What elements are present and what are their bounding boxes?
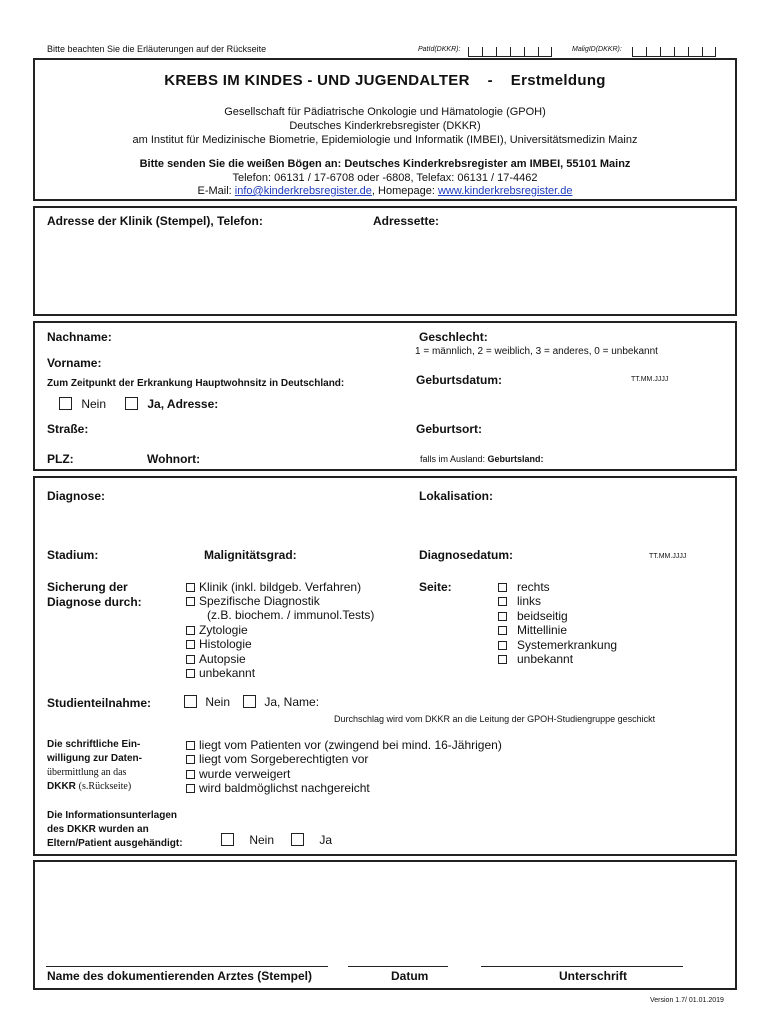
geburtsdatum-format: TT.MM.JJJJ [631, 376, 669, 383]
homepage-prefix: , Homepage: [371, 185, 435, 197]
clinic-address-label: Adresse der Klinik (Stempel), Telefon: [47, 214, 263, 228]
checkbox-icon[interactable] [186, 755, 195, 764]
arzt-label: Name des dokumentierenden Arztes (Stempel) [47, 969, 312, 983]
info-ja-checkbox[interactable] [291, 833, 304, 846]
sicherung-option-spezifisch[interactable]: Spezifische Diagnostik [186, 594, 320, 608]
wohnsitz-ja-option[interactable] [125, 397, 218, 411]
checkbox-icon[interactable] [186, 583, 195, 592]
maligid-label: MaligID(DKKR): [572, 46, 622, 53]
diagnosis-box [33, 476, 737, 856]
diagnosedatum-format: TT.MM.JJJJ [649, 553, 687, 560]
seite-option-systemerkrankung[interactable]: Systemerkrankung [498, 638, 617, 652]
sicherung-option-autopsie[interactable]: Autopsie [186, 652, 246, 666]
clinic-box [33, 206, 737, 316]
checkbox-icon[interactable] [498, 583, 507, 592]
studie-nein-checkbox[interactable] [184, 695, 197, 708]
diagnose-label: Diagnose: [47, 489, 106, 503]
checkbox-icon[interactable] [186, 655, 195, 664]
wohnsitz-nein-checkbox[interactable] [59, 397, 72, 410]
checkbox-icon[interactable] [186, 597, 195, 606]
checkbox-icon[interactable] [498, 612, 507, 621]
einwilligung-label-2: willigung zur Daten- [47, 753, 142, 764]
seite-option-links[interactable]: links [498, 594, 541, 608]
info-label-3: Eltern/Patient ausgehändigt: [47, 838, 183, 849]
plz-label: PLZ: [47, 452, 74, 466]
einwilligung-label-3: übermittlung an das [47, 767, 127, 778]
info-ja-option[interactable]: Ja [291, 833, 332, 847]
homepage-link[interactable]: www.kinderkrebsregister.de [437, 185, 573, 197]
wohnort-label: Wohnort: [147, 452, 201, 466]
wohnsitz-nein-text: Nein [81, 397, 107, 411]
geburtsland-label: Geburtsland: [487, 454, 544, 464]
title-main: KREBS IM KINDES - UND JUGENDALTER [164, 72, 470, 89]
geburtsort-label: Geburtsort: [416, 422, 482, 436]
durchschlag-note: Durchschlag wird vom DKKR an die Leitung der GPOH-Studiengruppe geschickt [334, 714, 656, 724]
seite-option-beidseitig[interactable]: beidseitig [498, 609, 568, 623]
einwilligung-label-1: Die schriftliche Ein- [47, 739, 141, 750]
studie-ja-option[interactable]: Ja, Name: [243, 695, 319, 709]
malignitaet-label: Malignitätsgrad: [204, 548, 297, 562]
seite-option-unbekannt[interactable]: unbekannt [498, 652, 573, 666]
checkbox-icon[interactable] [186, 626, 195, 635]
strasse-label: Straße: [47, 422, 89, 436]
checkbox-icon[interactable] [498, 641, 507, 650]
signature-box [33, 860, 737, 990]
patient-box [33, 321, 737, 471]
contact-web [35, 185, 735, 197]
email-link[interactable]: info@kinderkrebsregister.de [234, 185, 372, 197]
adressette-label: Adressette: [373, 214, 440, 228]
form-title [35, 72, 735, 89]
einwilligung-option-nachgereicht[interactable]: wird baldmöglichst nachgereicht [186, 781, 370, 795]
wohnsitz-nein-option[interactable] [59, 397, 106, 411]
datum-label: Datum [391, 969, 429, 983]
vorname-label: Vorname: [47, 356, 102, 370]
nachname-label: Nachname: [47, 330, 112, 344]
send-instruction: Bitte senden Sie die weißen Bögen an: Deutsches Kinderkrebsregister am IMBEI, 55101 Mainz [139, 158, 631, 170]
checkbox-icon[interactable] [186, 770, 195, 779]
org-gpoh: Gesellschaft für Pädiatrische Onkologie und Hämatologie (GPOH) [224, 106, 546, 118]
lokalisation-label: Lokalisation: [419, 489, 494, 503]
einwilligung-option-verweigert[interactable]: wurde verweigert [186, 767, 290, 781]
patid-label: PatId(DKKR): [418, 46, 461, 53]
sicherung-option-unbekannt[interactable]: unbekannt [186, 666, 255, 680]
seite-option-rechts[interactable]: rechts [498, 580, 550, 594]
title-subtitle: Erstmeldung [510, 72, 606, 89]
sicherung-option-spezifisch-note: (z.B. biochem. / immunol.Tests) [207, 608, 375, 622]
sicherung-label-2: Diagnose durch: [47, 595, 142, 609]
wohnsitz-ja-text: Ja, Adresse: [147, 397, 219, 411]
studie-label: Studienteilnahme: [47, 696, 152, 710]
sicherung-option-histologie[interactable]: Histologie [186, 637, 252, 651]
sicherung-label-1: Sicherung der [47, 580, 128, 594]
sicherung-option-zytologie[interactable]: Zytologie [186, 623, 248, 637]
studie-nein-option[interactable]: Nein [184, 695, 230, 709]
checkbox-icon[interactable] [498, 626, 507, 635]
studie-ja-checkbox[interactable] [243, 695, 256, 708]
back-side-note: Bitte beachten Sie die Erläuterungen auf der Rückseite [47, 44, 267, 54]
checkbox-icon[interactable] [186, 784, 195, 793]
diagnosedatum-label: Diagnosedatum: [419, 548, 514, 562]
einwilligung-label-4: DKKR (s.Rückseite) [47, 781, 132, 792]
checkbox-icon[interactable] [186, 669, 195, 678]
org-dkkr: Deutsches Kinderkrebsregister (DKKR) [289, 120, 481, 132]
org-imbei: am Institut für Medizinische Biometrie, Epidemiologie und Informatik (IMBEI), Universitätsmedizin Mainz [132, 134, 638, 146]
unterschrift-signature-line [481, 966, 683, 967]
info-nein-option[interactable]: Nein [221, 833, 274, 847]
checkbox-icon[interactable] [498, 597, 507, 606]
info-label-2: des DKKR wurden an [47, 824, 149, 835]
datum-signature-line [348, 966, 448, 967]
stadium-label: Stadium: [47, 548, 99, 562]
checkbox-icon[interactable] [186, 640, 195, 649]
ausland-prefix: falls im Ausland: [420, 454, 486, 464]
einwilligung-option-patient[interactable]: liegt vom Patienten vor (zwingend bei mind. 16-Jährigen) [186, 738, 502, 752]
wohnsitz-label: Zum Zeitpunkt der Erkrankung Hauptwohnsitz in Deutschland: [47, 378, 345, 389]
info-nein-checkbox[interactable] [221, 833, 234, 846]
contact-phone: Telefon: 06131 / 17-6708 oder -6808, Telefax: 06131 / 17-4462 [232, 172, 538, 184]
seite-option-mittellinie[interactable]: Mittellinie [498, 623, 567, 637]
seite-label: Seite: [419, 580, 452, 594]
checkbox-icon[interactable] [498, 655, 507, 664]
header-box [33, 58, 737, 201]
einwilligung-option-sorgeberechtigt[interactable]: liegt vom Sorgeberechtigten vor [186, 752, 368, 766]
version-label: Version 1.7/ 01.01.2019 [650, 997, 724, 1004]
geburtsdatum-label: Geburtsdatum: [416, 373, 503, 387]
sicherung-option-klinik[interactable]: Klinik (inkl. bildgeb. Verfahren) [186, 580, 361, 594]
checkbox-icon[interactable] [186, 741, 195, 750]
info-label-1: Die Informationsunterlagen [47, 810, 178, 821]
geschlecht-label: Geschlecht: [419, 330, 488, 344]
geschlecht-codes: 1 = männlich, 2 = weiblich, 3 = anderes, 0 = unbekannt [415, 346, 658, 357]
wohnsitz-ja-checkbox[interactable] [125, 397, 138, 410]
unterschrift-label: Unterschrift [559, 969, 628, 983]
geburtsland-line [420, 454, 544, 464]
email-prefix: E-Mail: [197, 185, 232, 197]
arzt-signature-line [46, 966, 328, 967]
title-dash: - [487, 72, 493, 89]
